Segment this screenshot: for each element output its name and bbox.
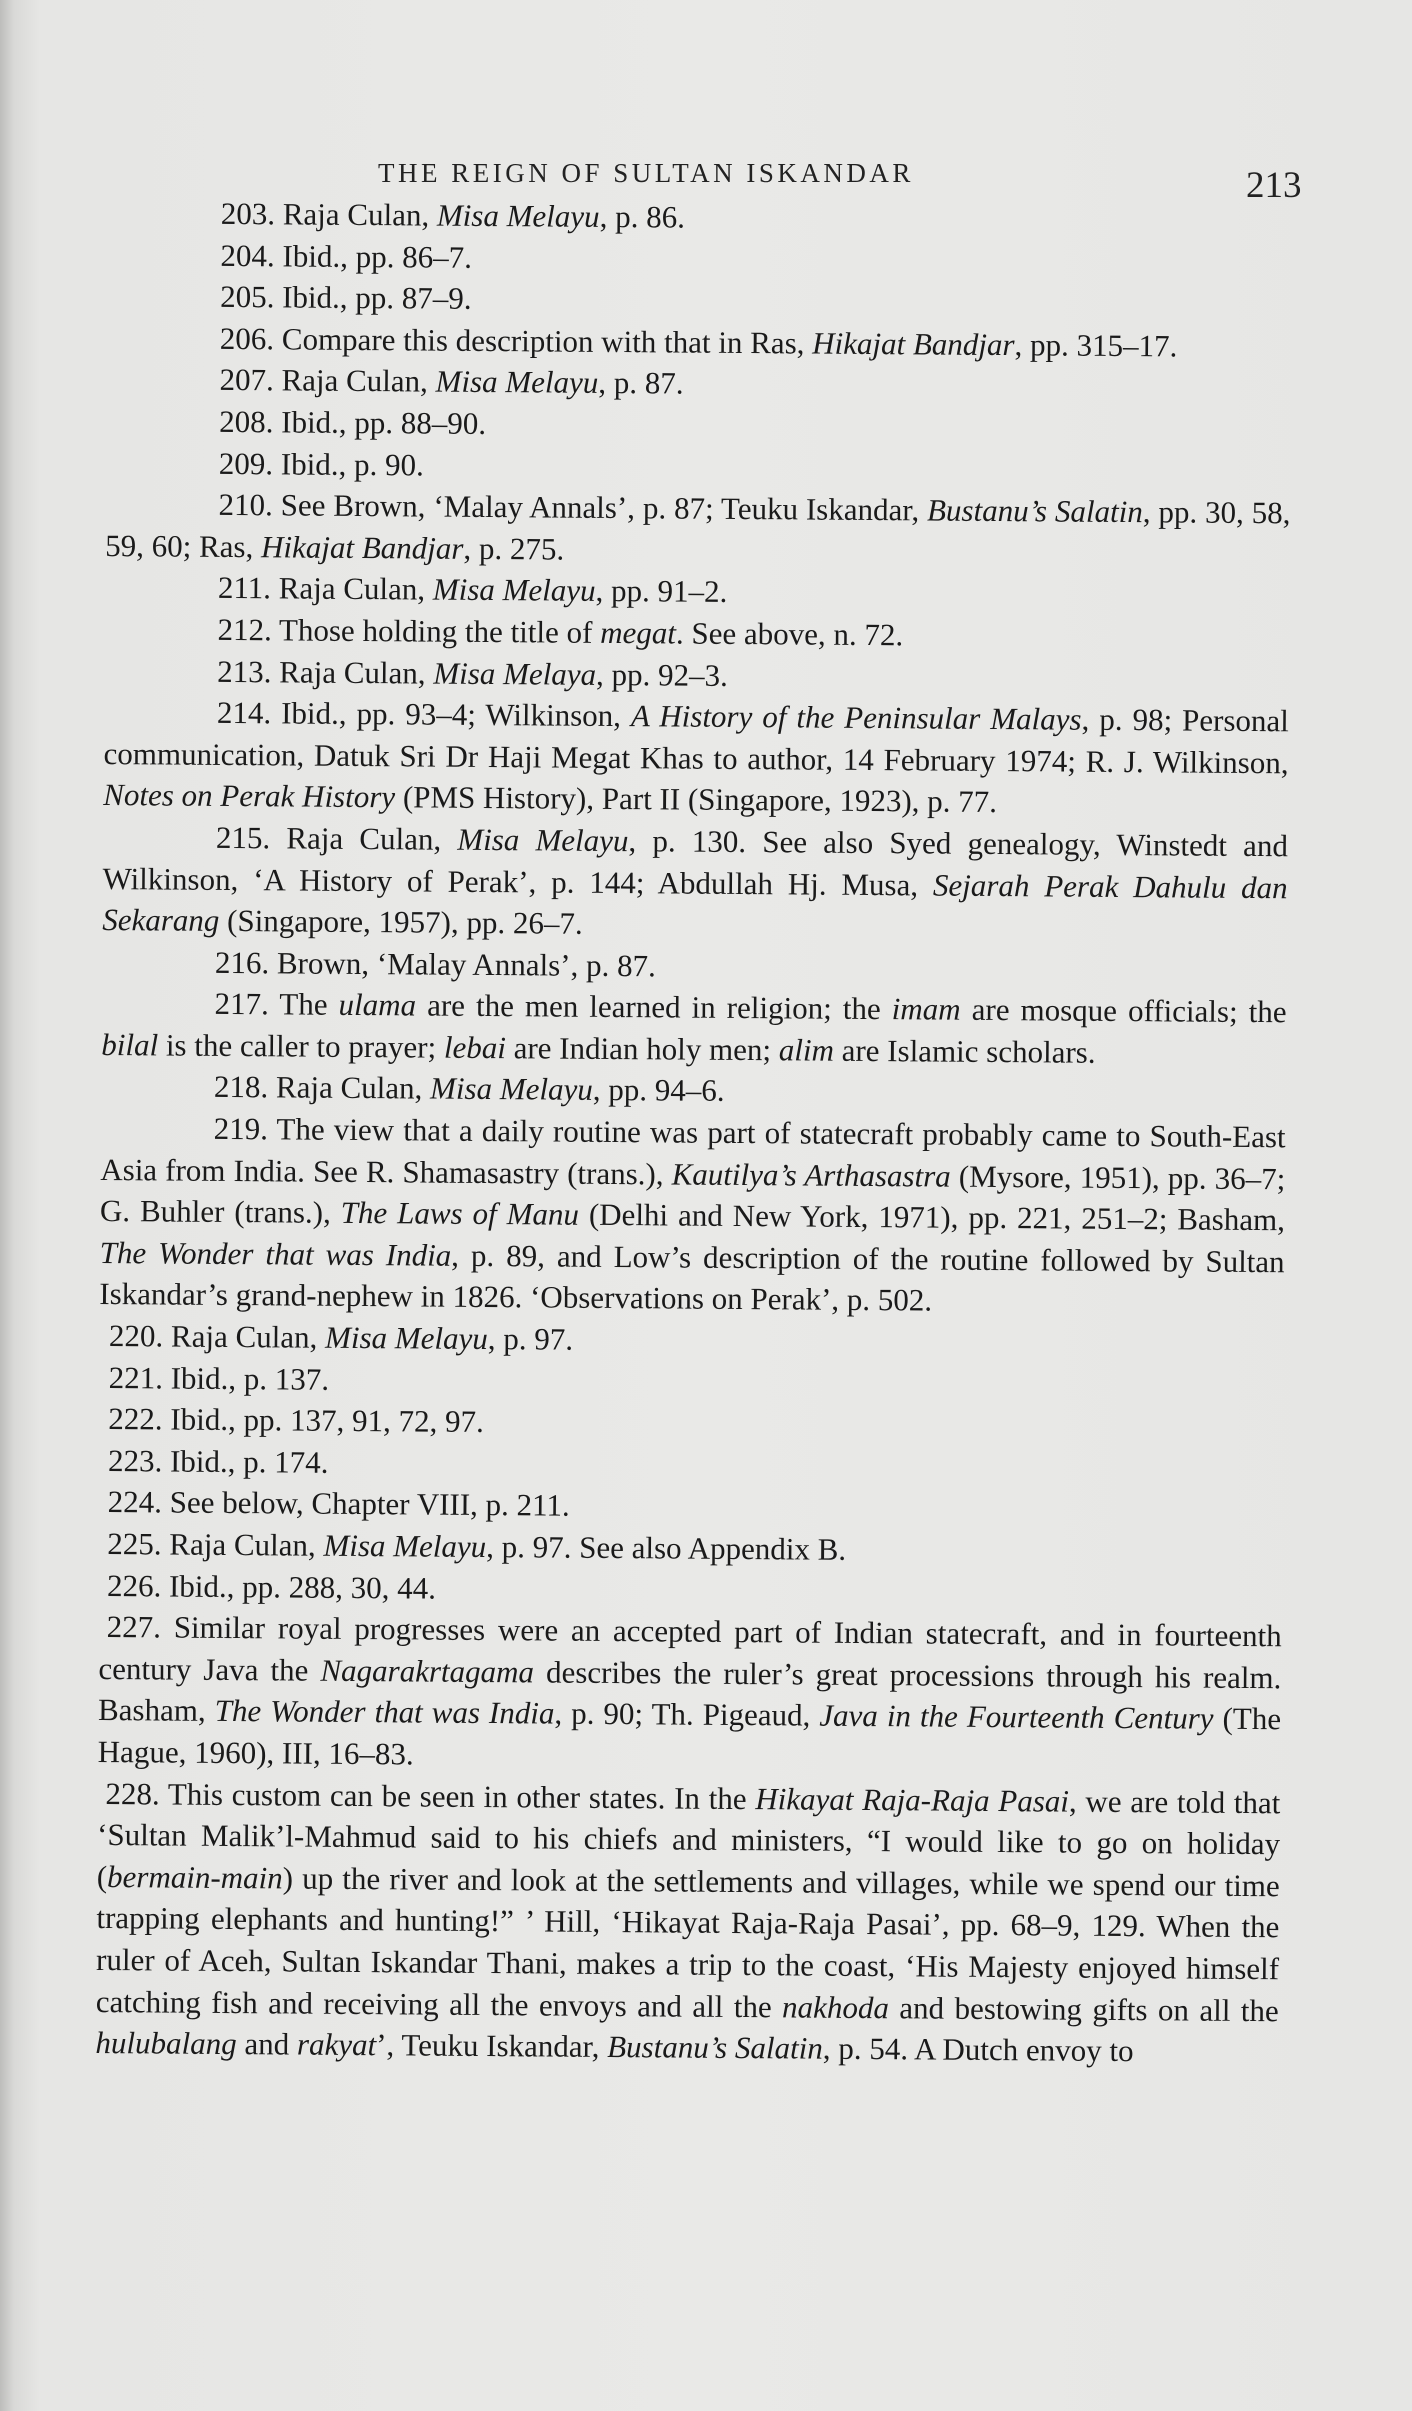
footnote-text: Ibid., pp. 137, 91, 72, 97. <box>170 1401 484 1440</box>
footnote-number: 210. <box>218 487 273 523</box>
footnote-text: This custom can be seen in other states. In the <box>167 1776 756 1816</box>
footnote-italic-title: Misa Melayu <box>432 571 596 609</box>
footnote <box>98 1606 1282 1782</box>
footnote-text: Ibid., pp. 288, 30, 44. <box>168 1568 437 1606</box>
footnote-text: Raja Culan, <box>281 362 436 399</box>
footnote-italic-title: Kautilya’s Arthasastra <box>671 1156 951 1194</box>
footnote-number: 224. <box>107 1484 163 1520</box>
footnote-text: are the men learned in religion; the <box>415 987 892 1027</box>
footnote-text: , p. 130. See also Syed genealogy, Winstedt and Wilkinson, ‘A History of Perak’, p. 144; Abdullah Hj. Musa, <box>102 823 1289 903</box>
footnote-number: 223. <box>107 1442 163 1479</box>
footnote-number: 204. <box>220 237 275 273</box>
footnote-number: 226. <box>106 1567 162 1604</box>
footnote <box>102 816 1288 950</box>
footnote-text: (Singapore, 1957), pp. 26–7. <box>219 902 583 941</box>
footnote-text: See below, Chapter VIII, p. 211. <box>169 1484 570 1524</box>
footnote-text: Similar royal progresses were an accepted part of Indian statecraft, and in fourteenth century Java the <box>98 1609 1282 1688</box>
footnote-italic-title: Hikajat Bandjar <box>260 528 464 566</box>
footnote-number: 222. <box>108 1401 163 1437</box>
footnote-text: is the caller to prayer; <box>158 1027 445 1065</box>
footnote-text: , pp. 315–17. <box>1014 326 1178 364</box>
footnote-text: (Delhi and New York, 1971), pp. 221, 251–2; Basham, <box>578 1196 1286 1238</box>
footnote-text: Raja Culan, <box>170 1318 326 1355</box>
footnote-text: Ibid., pp. 88–90. <box>281 404 487 441</box>
footnote-text: Ibid., p. 174. <box>169 1443 329 1480</box>
footnote-italic-title: Hikajat Bandjar <box>812 325 1015 362</box>
footnote-text: and <box>236 2026 298 2062</box>
footnote-italic-title: hulubalang <box>95 2025 237 2062</box>
footnote-italic-title: Bustanu’s Salatin <box>607 2029 823 2066</box>
footnote-text: The <box>279 986 339 1023</box>
footnote-text: Brown, ‘Malay Annals’, p. 87. <box>276 945 656 984</box>
footnote-text: Ibid., p. 137. <box>170 1360 330 1397</box>
footnote-italic-title: nakhoda <box>782 1988 890 2025</box>
footnote-italic-title: alim <box>778 1032 835 1068</box>
footnote-text: and bestowing gifts on all the <box>888 1989 1279 2028</box>
footnote-text: , we are told that ‘Sultan Malik’l-Mahmud said to his chiefs and ministers, “I would like to go on holiday ( <box>96 1783 1281 1894</box>
footnote <box>99 1107 1286 1324</box>
footnote-text: Those holding the title of <box>278 612 601 650</box>
footnote-text: ) up the river and look at the settlements and villages, while we spend our time trapping elephants and hunting!” ’ Hill, ‘Hikayat Raja-Raja Pasai’, pp. 68–9, 129. When the ruler of Aceh, Sultan Iskandar Thani, makes a trip to the coast, ‘His Majesty enjoyed himself catching fish and receiving all the envoys and all the <box>95 1860 1280 2024</box>
footnote <box>95 1773 1280 2073</box>
footnote-number: 228. <box>105 1775 160 1812</box>
footnote-text: (Mysore, 1951), pp. 36–7; G. Buhler (trans.), <box>99 1158 1286 1231</box>
footnote-text: Ibid., pp. 93–4; Wilkinson, <box>281 695 632 734</box>
footnote-italic-title: megat <box>600 614 677 651</box>
footnote-text: , p. 89, and Low’s description of the routine followed by Sultan Iskandar’s grand-nephew in 1826. ‘Observations on Perak’, p. 502. <box>99 1237 1285 1318</box>
footnote-number: 216. <box>214 944 270 980</box>
footnote-text: describes the ruler’s great processions through his realm. Basham, <box>97 1654 1282 1729</box>
footnote-text: . See above, n. 72. <box>675 615 904 653</box>
footnote-italic-title: Misa Melayu <box>435 363 599 401</box>
footnote-text: , p. 275. <box>463 530 565 567</box>
footnote-text: The view that a daily routine was part of statecraft probably came to South-East Asia from India. See R. Shamasastry (trans.), <box>100 1111 1286 1192</box>
footnote-italic-title: Misa Melayu <box>323 1527 487 1565</box>
footnote-text: Compare this description with that in Ras, <box>281 321 813 361</box>
footnote-number: 205. <box>220 279 275 315</box>
footnote-italic-title: The Wonder that was India <box>99 1234 452 1273</box>
footnote-text: Raja Culan, <box>282 196 438 233</box>
footnote-text: , p. 97. <box>487 1321 574 1357</box>
footnote-italic-title: Misa Melayu <box>457 821 629 859</box>
footnote-italic-title: rakyat <box>296 2026 377 2063</box>
footnote-italic-title: lebai <box>443 1029 507 1066</box>
footnote-number: 213. <box>217 653 272 689</box>
footnote-italic-title: The Wonder that was India <box>214 1693 555 1731</box>
footnote-text: ’, Teuku Iskandar, <box>376 2027 608 2065</box>
footnote-italic-title: Misa Melayu <box>429 1071 593 1108</box>
footnote <box>101 982 1287 1074</box>
footnote-italic-title: The Laws of Manu <box>340 1195 580 1232</box>
footnote-number: 214. <box>216 694 272 731</box>
footnote-text: Raja Culan, <box>275 1069 431 1107</box>
footnote-text: are Indian holy men; <box>505 1030 779 1068</box>
footnote-number: 207. <box>219 362 274 398</box>
footnote-text: , p. 87. <box>598 365 684 401</box>
footnote-text: (The Hague, 1960), III, 16–83. <box>97 1701 1282 1772</box>
footnote-italic-title: Misa Melayu <box>324 1319 488 1357</box>
footnotes <box>93 192 1293 2073</box>
footnote-text: are Islamic scholars. <box>833 1032 1096 1070</box>
footnote-italic-title: Nagarakrtagama <box>320 1652 535 1690</box>
footnote-text: , p. 54. A Dutch envoy to <box>822 2030 1134 2069</box>
footnote-italic-title: Misa Melayu <box>436 197 600 234</box>
footnote-text: See Brown, ‘Malay Annals’, p. 87; Teuku Iskandar, <box>280 487 928 528</box>
footnote-number: 208. <box>219 403 274 440</box>
footnote-text: , pp. 91–2. <box>595 573 728 610</box>
footnote-text: Ibid., pp. 87–9. <box>282 279 472 317</box>
footnote-number: 225. <box>107 1526 162 1562</box>
footnote <box>103 691 1289 825</box>
footnote-number: 219. <box>213 1110 269 1147</box>
footnote-text: Raja Culan, <box>169 1526 324 1563</box>
footnote-text: , p. 97. See also Appendix B. <box>486 1529 847 1567</box>
footnote-italic-title: Hikayat Raja-Raja Pasai <box>755 1780 1070 1819</box>
footnote-text: , pp. 30, 58, 59, 60; Ras, <box>105 494 1291 564</box>
footnote-number: 212. <box>217 611 272 648</box>
footnote-text: are mosque officials; the <box>960 992 1287 1030</box>
footnote-text: Raja Culan, <box>279 653 434 691</box>
footnote-italic-title: Sejarah Perak Dahulu dan Sekarang <box>102 867 1288 938</box>
footnote-italic-title: imam <box>891 991 961 1028</box>
footnote-italic-title: ulama <box>338 987 417 1023</box>
footnote-italic-title: Bustanu’s Salatin <box>926 492 1143 530</box>
footnote-text: , p. 90; Th. Pigeaud, <box>554 1695 820 1734</box>
footnote <box>105 483 1291 575</box>
footnote-text: , pp. 92–3. <box>595 656 728 693</box>
footnote-number: 221. <box>108 1359 164 1396</box>
footnote-text: Ibid., pp. 86–7. <box>282 237 473 275</box>
footnote-text: , p. 98; Personal communication, Datuk Sri Dr Haji Megat Khas to author, 14 February 1974; R. J. Wilkinson, <box>103 701 1290 781</box>
footnote-number: 215. <box>215 819 271 856</box>
footnote-number: 203. <box>220 195 276 232</box>
footnote-text: , p. 86. <box>599 198 686 235</box>
footnote-italic-title: bermain-main <box>106 1858 283 1896</box>
footnote-number: 227. <box>106 1609 162 1645</box>
footnote-italic-title: bilal <box>101 1026 159 1063</box>
running-head: THE REIGN OF SULTAN ISKANDAR <box>378 158 914 188</box>
footnote-text: Raja Culan, <box>278 570 433 607</box>
footnote-text: Ibid., p. 90. <box>280 445 424 483</box>
footnote-italic-title: Notes on Perak History <box>103 777 396 815</box>
page-number: 213 <box>1246 165 1302 206</box>
footnote-text: , pp. 94–6. <box>592 1072 725 1109</box>
footnote-text: Raja Culan, <box>286 820 458 857</box>
footnote-italic-title: Misa Melaya <box>433 655 597 692</box>
footnote-italic-title: Java in the Fourteenth Century <box>819 1698 1214 1737</box>
footnote-number: 211. <box>217 570 272 606</box>
footnote-number: 206. <box>219 320 275 357</box>
footnote-number: 209. <box>218 445 274 481</box>
footnote-text: (PMS History), Part II (Singapore, 1923), p. 77. <box>395 779 998 820</box>
footnote-italic-title: A History of the Peninsular Malays <box>630 698 1082 737</box>
footnote-number: 218. <box>213 1069 269 1105</box>
footnote-number: 220. <box>108 1318 164 1354</box>
footnote-number: 217. <box>214 986 270 1022</box>
